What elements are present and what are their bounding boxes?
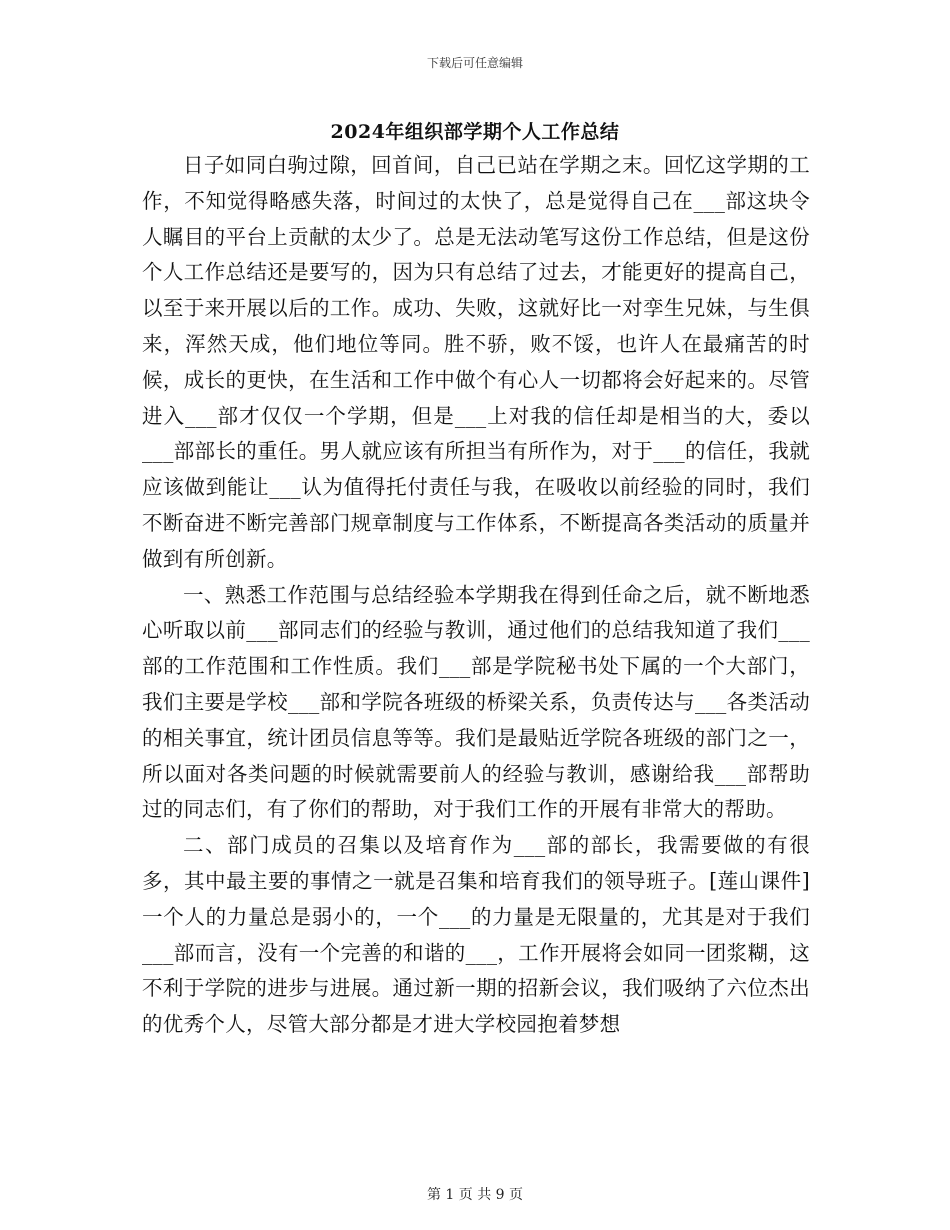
document-body (142, 148, 810, 1043)
page-number: 第 1 页 共 9 页 (426, 1187, 524, 1203)
header-note: 下载后可任意编辑 (426, 56, 523, 70)
paragraph-section-1: 一、熟悉工作范围与总结经验本学期我在得到任命之后，就不断地悉心听取以前___部同志们的经验与教训，通过他们的总结我知道了我们___部的工作范围和工作性质。我们___部是学院秘书处下属的一个大部门，我们主要是学校___部和学院各班级的桥梁关系，负责传达与___各类活动的相关事宜，统计团员信息等等。我们是最贴近学院各班级的部门之一，所以面对各类问题的时候就需要前人的经验与教训，感谢给我___部帮助过的同志们，有了你们的帮助，对于我们工作的开展有非常大的帮助。 (142, 582, 810, 822)
paragraph-intro: 日子如同白驹过隙，回首间，自己已站在学期之末。回忆这学期的工作，不知觉得略感失落，时间过的太快了，总是觉得自己在___部这块令人瞩目的平台上贡献的太少了。总是无法动笔写这份工作总结，但是这份个人工作总结还是要写的，因为只有总结了过去，才能更好的提高自己，以至于来开展以后的工作。成功、失败，这就好比一对孪生兄妹，与生俱来，浑然天成，他们地位等同。胜不骄，败不馁，也许人在最痛苦的时候，成长的更快，在生活和工作中做个有心人一切都将会好起来的。尽管进入___部才仅仅一个学期，但是___上对我的信任却是相当的大，委以___部部长的重任。男人就应该有所担当有所作为，对于___的信任，我就应该做到能让___认为值得托付责任与我，在吸收以前经验的同时，我们不断奋进不断完善部门规章制度与工作体系，不断提高各类活动的质量并做到有所创新。 (142, 153, 810, 571)
document-title: 2024年组织部学期个人工作总结 (330, 121, 620, 143)
paragraph-section-2: 二、部门成员的召集以及培育作为___部的部长，我需要做的有很多，其中最主要的事情之一就是召集和培育我们的领导班子。[莲山课件]一个人的力量总是弱小的，一个___的力量是无限量的，尤其是对于我们___部而言，没有一个完善的和谐的___，工作开展将会如同一团浆糊，这不利于学院的进步与进展。通过新一期的招新会议，我们吸纳了六位杰出的优秀个人，尽管大部分都是才进大学校园抱着梦想 (142, 833, 810, 1037)
